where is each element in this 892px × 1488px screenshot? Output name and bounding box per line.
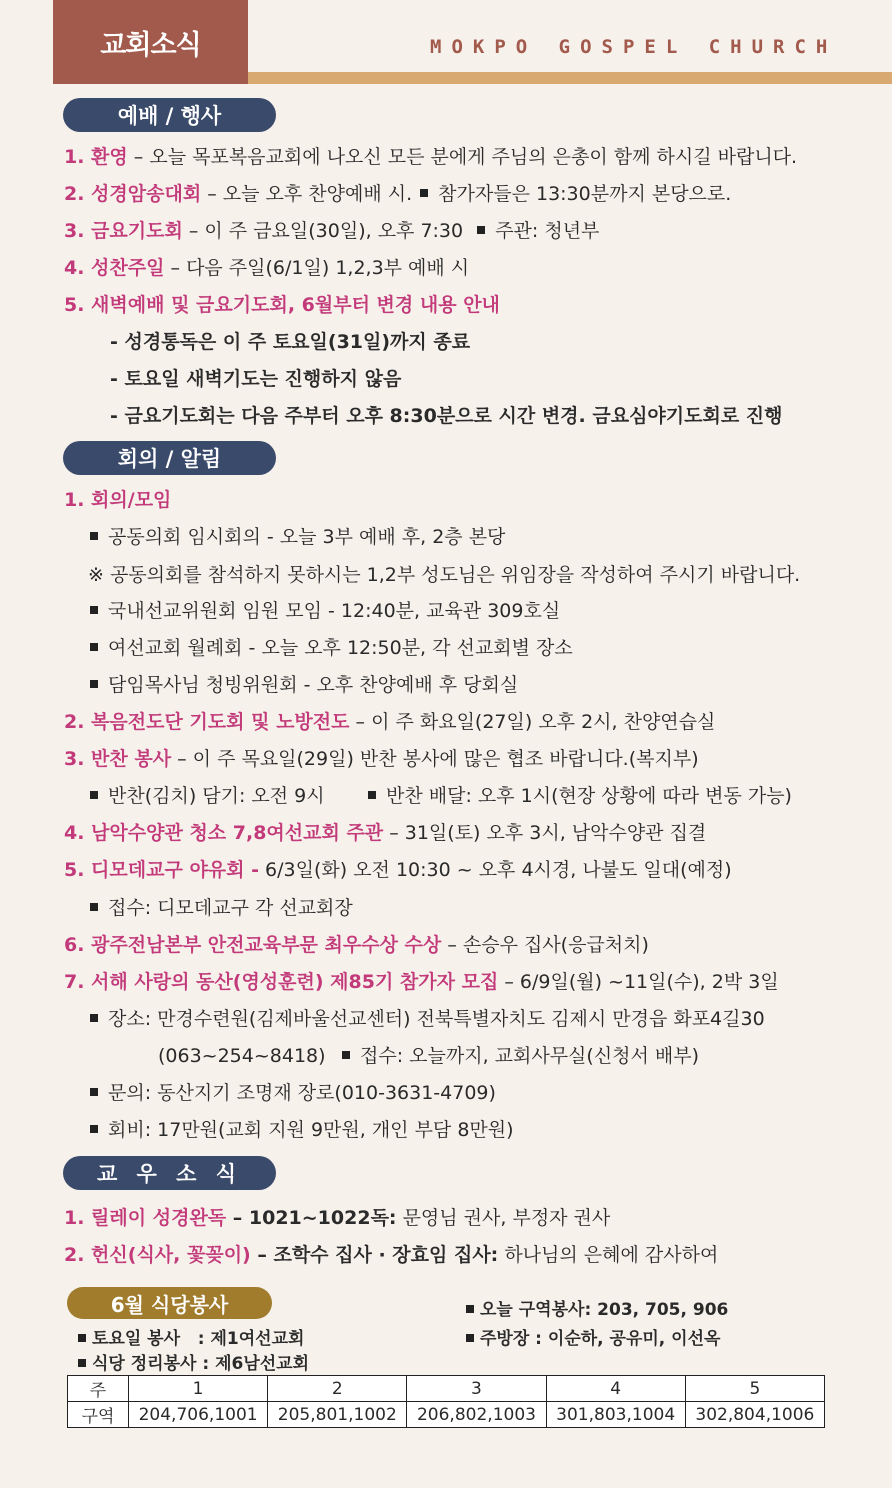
bullet-text: 반찬 배달: 오후 1시(현장 상황에 따라 변동 가능) bbox=[386, 785, 792, 807]
item-title: 4. 남악수양관 청소 7,8여선교회 주관 bbox=[64, 822, 384, 844]
table-cell: 1 bbox=[129, 1376, 268, 1402]
meeting-item-5 bbox=[64, 857, 732, 883]
bullet-icon bbox=[90, 791, 98, 799]
header-divider bbox=[248, 72, 892, 84]
worship-subitem-3: - 금요기도회는 다음 주부터 오후 8:30분으로 시간 변경. 금요심야기도회로 진행 bbox=[110, 405, 783, 427]
meeting-bullet-2 bbox=[88, 598, 560, 624]
item-desc: – 오늘 목포복음교회에 나오신 모든 분에게 주님의 은총이 함께 하시길 바랍니다. bbox=[127, 146, 798, 168]
worship-item-1 bbox=[64, 144, 797, 170]
table-cell: 4 bbox=[546, 1376, 685, 1402]
table-cell: 204,706,1001 bbox=[129, 1402, 268, 1428]
bullet-text: 여선교회 월례회 - 오늘 오후 12:50분, 각 선교회별 장소 bbox=[108, 637, 573, 659]
members-section-title: 교 우 소 식 bbox=[63, 1156, 276, 1190]
item-title: 7. 서해 사랑의 동산(영성훈련) 제85기 참가자 모집 bbox=[64, 971, 499, 993]
bullet-text: 문의: 동산지기 조명재 장로(010-3631-4709) bbox=[108, 1082, 496, 1104]
bullet-text: 회비: 17만원(교회 지원 9만원, 개인 부담 8만원) bbox=[108, 1119, 514, 1141]
meeting-item-4 bbox=[64, 820, 706, 846]
item-desc: – 다음 주일(6/1일) 1,2,3부 예배 시 bbox=[164, 257, 470, 279]
meeting-bullet-8-phone: (063~254~8418) bbox=[158, 1045, 326, 1067]
item-desc: – 이 주 금요일(30일), 오후 7:30 bbox=[182, 220, 464, 242]
bullet-text: 반찬(김치) 담기: 오전 9시 bbox=[108, 785, 325, 807]
bullet-icon bbox=[90, 1088, 98, 1096]
meeting-bullet-8-reception bbox=[340, 1043, 699, 1069]
bullet-icon bbox=[90, 643, 98, 651]
meeting-bullet-9 bbox=[88, 1080, 496, 1106]
bullet-text: 공동의회 임시회의 - 오늘 3부 예배 후, 2층 본당 bbox=[108, 526, 506, 548]
item-desc: – 6/9일(월) ~11일(수), 2박 3일 bbox=[498, 971, 779, 993]
item-desc: 하나님의 은혜에 감사하여 bbox=[498, 1244, 719, 1266]
item-desc-bold: – 조학수 집사 · 장효임 집사: bbox=[250, 1244, 499, 1266]
meeting-bullet-4 bbox=[88, 672, 518, 698]
item-desc: – 이 주 화요일(27일) 오후 2시, 찬양연습실 bbox=[349, 711, 716, 733]
item-desc: – 손승우 집사(응급처치) bbox=[441, 934, 649, 956]
item-title: 3. 반찬 봉사 bbox=[64, 748, 172, 770]
item-title: 5. 새벽예배 및 금요기도회, 6월부터 변경 내용 안내 bbox=[64, 294, 500, 316]
item-desc-2: 주관: 청년부 bbox=[495, 220, 600, 242]
bullet-icon bbox=[90, 606, 98, 614]
dining-saturday-text: 토요일 봉사 : 제1여선교회 bbox=[92, 1329, 305, 1349]
table-cell: 2 bbox=[268, 1376, 407, 1402]
meeting-bullet-7 bbox=[88, 895, 353, 921]
members-item-1 bbox=[64, 1205, 610, 1231]
meeting-item-6 bbox=[64, 932, 649, 958]
meeting-bullet-5 bbox=[88, 783, 325, 809]
meeting-bullet-3 bbox=[88, 635, 573, 661]
item-title: 6. 광주전남본부 안전교육부문 최우수상 수상 bbox=[64, 934, 442, 956]
bullet-icon bbox=[78, 1359, 86, 1367]
meeting-section-title: 회의 / 알림 bbox=[63, 441, 276, 475]
meeting-item-7 bbox=[64, 969, 779, 995]
bullet-icon bbox=[368, 791, 376, 799]
meeting-item-1: 1. 회의/모임 bbox=[64, 489, 172, 511]
dining-cleanup bbox=[78, 1349, 309, 1374]
item-desc: – 31일(토) 오후 3시, 남악수양관 집결 bbox=[383, 822, 707, 844]
item-desc-2: 참가자들은 13:30분까지 본당으로. bbox=[438, 183, 732, 205]
table-header-cell: 구역 bbox=[68, 1402, 129, 1428]
dining-chef bbox=[466, 1324, 720, 1349]
item-title: 2. 복음전도단 기도회 및 노방전도 bbox=[64, 711, 350, 733]
meeting-bullet-10 bbox=[88, 1117, 514, 1143]
worship-item-4 bbox=[64, 255, 469, 281]
dining-chef-text: 주방장 : 이순하, 공유미, 이선옥 bbox=[480, 1329, 721, 1349]
table-row bbox=[68, 1402, 825, 1428]
church-name-banner: MOKPO GOSPEL CHURCH bbox=[430, 36, 838, 58]
item-title: 2. 성경암송대회 bbox=[64, 183, 202, 205]
table-cell: 3 bbox=[407, 1376, 546, 1402]
table-header-cell: 주 bbox=[68, 1376, 129, 1402]
worship-subitem-2: - 토요일 새벽기도는 진행하지 않음 bbox=[110, 368, 402, 390]
bullet-icon bbox=[477, 226, 485, 234]
item-desc: 6/3일(화) 오전 10:30 ~ 오후 4시경, 나불도 일대(예정) bbox=[259, 859, 732, 881]
item-desc: – 이 주 목요일(29일) 반찬 봉사에 많은 협조 바랍니다.(복지부) bbox=[171, 748, 699, 770]
bullet-text: 국내선교위원회 임원 모임 - 12:40분, 교육관 309호실 bbox=[108, 600, 561, 622]
table-cell: 205,801,1002 bbox=[268, 1402, 407, 1428]
dining-district-text: 오늘 구역봉사: 203, 705, 906 bbox=[480, 1300, 729, 1320]
bullet-icon bbox=[466, 1305, 474, 1313]
dining-section-title: 6월 식당봉사 bbox=[67, 1287, 272, 1319]
worship-item-5 bbox=[64, 292, 500, 318]
bullet-icon bbox=[90, 903, 98, 911]
worship-section-title: 예배 / 행사 bbox=[63, 98, 276, 132]
meeting-bullet-6 bbox=[366, 783, 792, 809]
item-title: 4. 성찬주일 bbox=[64, 257, 165, 279]
item-title: 5. 디모데교구 야유회 - bbox=[64, 859, 260, 881]
meeting-bullet-1 bbox=[88, 524, 505, 550]
item-title: 1. 릴레이 성경완독 bbox=[64, 1207, 227, 1229]
table-cell: 301,803,1004 bbox=[546, 1402, 685, 1428]
section-tab-church-news: 교회소식 bbox=[53, 0, 248, 84]
bullet-icon bbox=[78, 1334, 86, 1342]
members-item-2 bbox=[64, 1242, 718, 1268]
item-desc: – 오늘 오후 찬양예배 시. bbox=[201, 183, 413, 205]
dining-district-today bbox=[466, 1295, 728, 1320]
item-desc-bold: – 1021~1022독: bbox=[226, 1207, 397, 1229]
item-desc: 문영님 권사, 부정자 권사 bbox=[396, 1207, 611, 1229]
bullet-icon bbox=[90, 532, 98, 540]
bullet-icon bbox=[90, 1125, 98, 1133]
meeting-bullet-8 bbox=[88, 1006, 765, 1032]
table-cell: 5 bbox=[685, 1376, 824, 1402]
table-cell: 302,804,1006 bbox=[685, 1402, 824, 1428]
bullet-text: 장소: 만경수련원(김제바울선교센터) 전북특별자치도 김제시 만경읍 화포4길30 bbox=[108, 1008, 765, 1030]
worship-subitem-1: - 성경통독은 이 주 토요일(31일)까지 종료 bbox=[110, 331, 471, 353]
meeting-item-3 bbox=[64, 746, 699, 772]
bullet-text: 접수: 오늘까지, 교회사무실(신청서 배부) bbox=[360, 1045, 700, 1067]
worship-item-3 bbox=[64, 218, 599, 244]
meeting-note: ※ 공동의회를 참석하지 못하시는 1,2부 성도님은 위임장을 작성하여 주시기 바랍니다. bbox=[88, 564, 801, 586]
meeting-item-2 bbox=[64, 709, 715, 735]
bullet-icon bbox=[342, 1051, 350, 1059]
dining-saturday bbox=[78, 1324, 304, 1349]
table-row bbox=[68, 1376, 825, 1402]
bullet-icon bbox=[466, 1334, 474, 1342]
bullet-icon bbox=[420, 189, 428, 197]
item-title: 2. 헌신(식사, 꽃꽂이) bbox=[64, 1244, 251, 1266]
dining-schedule-table bbox=[67, 1375, 825, 1428]
bullet-text: 접수: 디모데교구 각 선교회장 bbox=[108, 897, 353, 919]
dining-cleanup-text: 식당 정리봉사 : 제6남선교회 bbox=[92, 1354, 310, 1374]
bullet-icon bbox=[90, 1014, 98, 1022]
item-title: 3. 금요기도회 bbox=[64, 220, 183, 242]
bullet-icon bbox=[90, 680, 98, 688]
worship-item-2 bbox=[64, 181, 731, 207]
bullet-text: 담임목사님 청빙위원회 - 오후 찬양예배 후 당회실 bbox=[108, 674, 519, 696]
item-title: 1. 환영 bbox=[64, 146, 128, 168]
table-cell: 206,802,1003 bbox=[407, 1402, 546, 1428]
